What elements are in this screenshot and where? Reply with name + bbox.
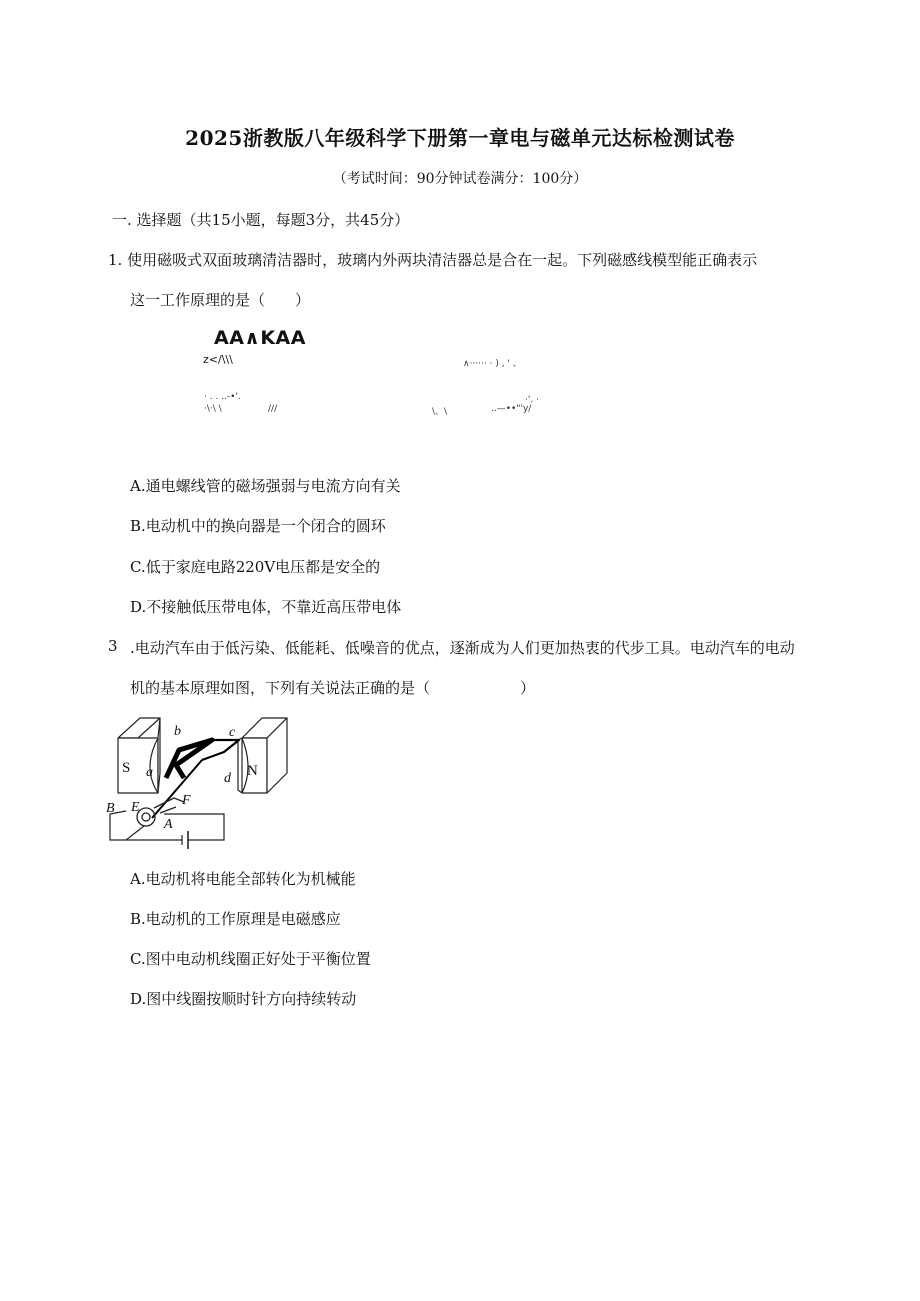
q3-option-b: B.电动机的工作原理是电磁感应 <box>130 910 341 928</box>
section-heading: 一. 选择题（共15小题，每题3分，共45分） <box>112 211 410 229</box>
q1-figure-garble-e: ·\·\ \ <box>204 404 222 414</box>
exam-subtitle: （考试时间：90分钟试卷满分：100分） <box>332 171 588 187</box>
q3-number: 3 <box>108 637 118 655</box>
q3-stem-line1: .电动汽车由于低污染、低能耗、低噪音的优点，逐渐成为人们更加热衷的代步工具。电动汽车的电动 <box>130 639 795 657</box>
q1-figure-garble-c: ∧······ · ) , ' 、 <box>463 359 522 369</box>
label-upper-b: B <box>106 801 115 816</box>
label-d: d <box>224 771 231 786</box>
motor-diagram-svg <box>104 710 294 858</box>
q3-stem-line2: 机的基本原理如图，下列有关说法正确的是（ ） <box>130 679 536 697</box>
label-n: N <box>247 763 258 779</box>
label-a: a <box>146 765 153 780</box>
q1-figure-garble-b: z</\\\ <box>203 353 233 366</box>
q3-option-a: A.电动机将电能全部转化为机械能 <box>130 870 356 888</box>
q3-option-c: C.图中电动机线圈正好处于平衡位置 <box>130 950 371 968</box>
q1-option-a: A.通电螺线管的磁场强弱与电流方向有关 <box>130 477 401 495</box>
label-c: c <box>229 725 236 740</box>
q1-figure-garble-a: AA∧KAA <box>214 327 306 349</box>
q1-figure-garble-g: \、\ <box>432 407 448 417</box>
q1-figure-garble-h: ..—••"'y/ <box>491 404 532 414</box>
q1-figure-garble-d: · . . ..-•'. <box>204 392 241 402</box>
label-upper-a: A <box>164 817 173 832</box>
label-b: b <box>174 724 181 739</box>
q1-option-d: D.不接触低压带电体，不靠近高压带电体 <box>130 598 402 616</box>
q1-option-c: C.低于家庭电路220V电压都是安全的 <box>130 558 381 576</box>
label-s: S <box>122 760 131 776</box>
label-e: E <box>131 800 140 815</box>
q1-option-b: B.电动机中的换向器是一个闭合的圆环 <box>130 517 386 535</box>
label-f: F <box>182 793 191 808</box>
q1-stem-line2: 这一工作原理的是（ ） <box>130 291 311 309</box>
q1-figure-garble-i: ·'. · <box>525 395 539 405</box>
q3-option-d: D.图中线圈按顺时针方向持续转动 <box>130 990 357 1008</box>
exam-title: 2025浙教版八年级科学下册第一章电与磁单元达标检测试卷 <box>185 126 735 150</box>
q1-figure-garble-f: /// <box>268 404 278 414</box>
motor-diagram <box>104 710 294 862</box>
q1-stem-line1: 1. 使用磁吸式双面玻璃清洁器时，玻璃内外两块清洁器总是合在一起。下列磁感线模型能正确表示 <box>108 251 758 269</box>
